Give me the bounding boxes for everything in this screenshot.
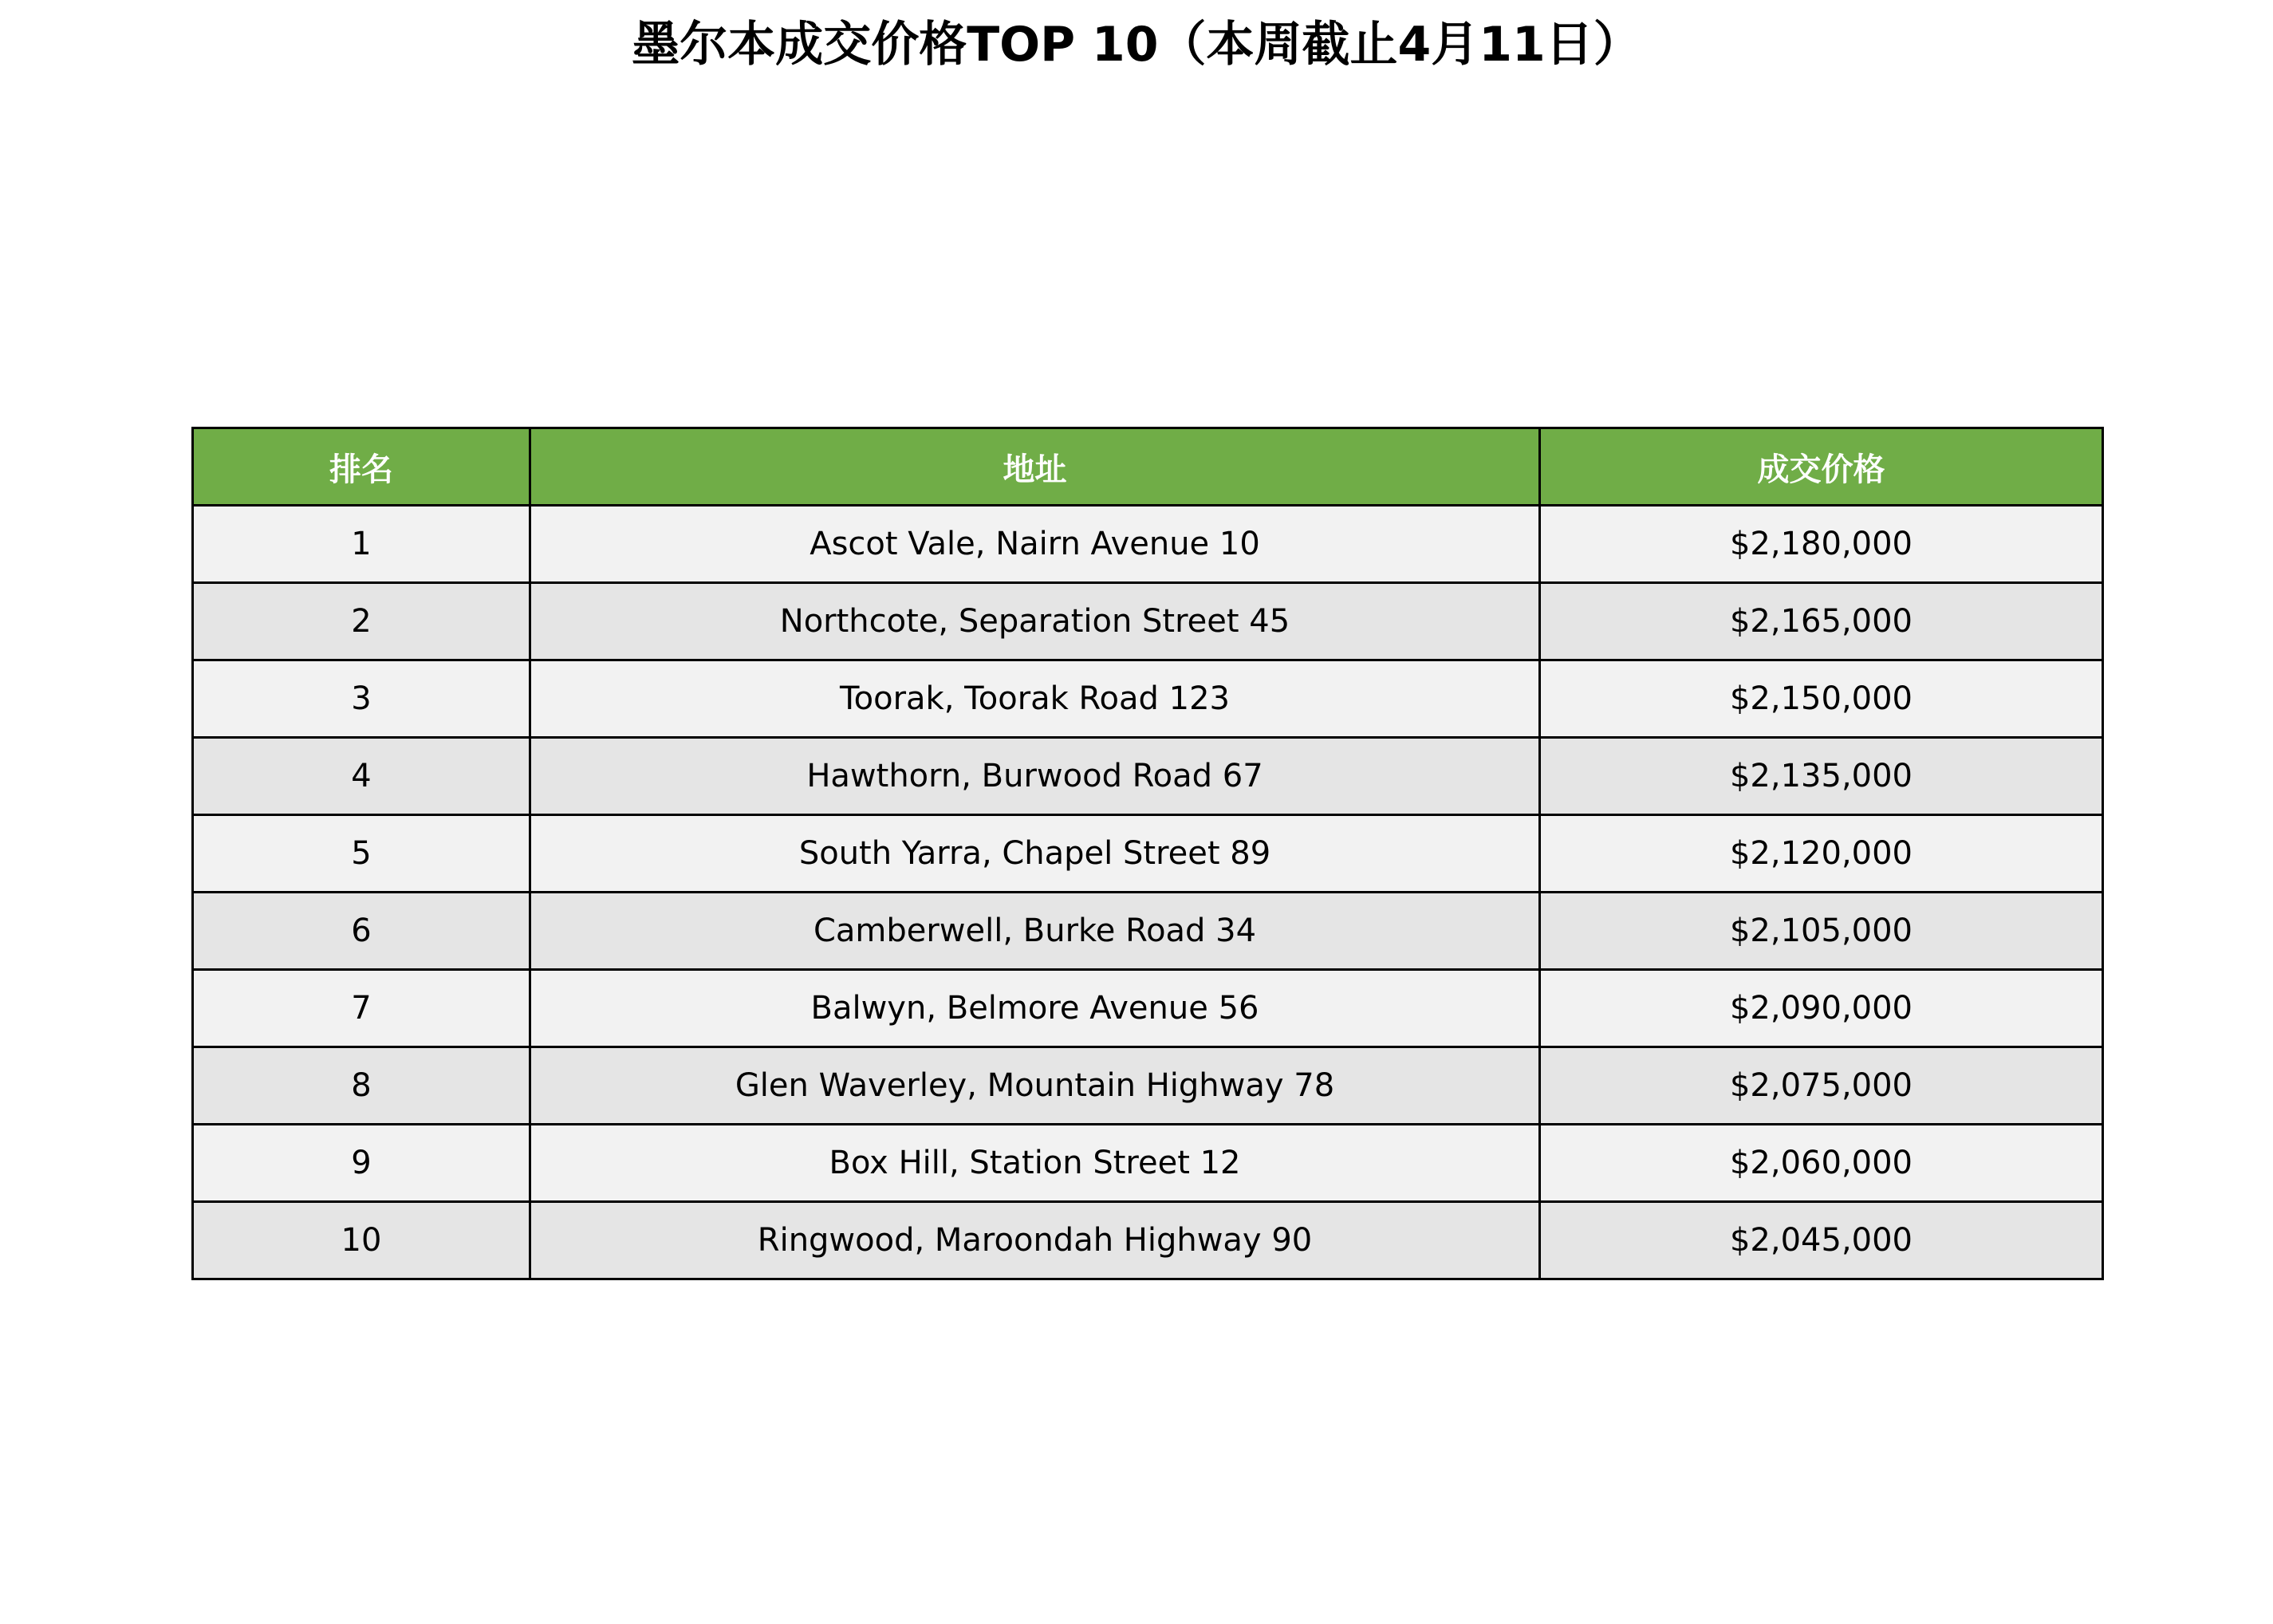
table-row bbox=[193, 893, 2103, 970]
column-header-price: 成交价格 bbox=[1540, 428, 2103, 506]
table-row bbox=[193, 738, 2103, 815]
price-cell: $2,180,000 bbox=[1540, 506, 2103, 583]
price-cell: $2,060,000 bbox=[1540, 1125, 2103, 1202]
rank-cell: 5 bbox=[193, 815, 530, 893]
rank-cell: 3 bbox=[193, 660, 530, 738]
price-cell: $2,120,000 bbox=[1540, 815, 2103, 893]
rank-cell: 6 bbox=[193, 893, 530, 970]
price-cell: $2,045,000 bbox=[1540, 1202, 2103, 1279]
price-cell: $2,135,000 bbox=[1540, 738, 2103, 815]
table-row bbox=[193, 970, 2103, 1047]
table-row bbox=[193, 583, 2103, 660]
rank-cell: 4 bbox=[193, 738, 530, 815]
price-cell: $2,105,000 bbox=[1540, 893, 2103, 970]
price-cell: $2,075,000 bbox=[1540, 1047, 2103, 1125]
address-cell: Glen Waverley, Mountain Highway 78 bbox=[530, 1047, 1540, 1125]
address-cell: Toorak, Toorak Road 123 bbox=[530, 660, 1540, 738]
table-row bbox=[193, 815, 2103, 893]
rank-cell: 8 bbox=[193, 1047, 530, 1125]
table-row bbox=[193, 1047, 2103, 1125]
table-body bbox=[193, 506, 2103, 1279]
address-cell: Balwyn, Belmore Avenue 56 bbox=[530, 970, 1540, 1047]
address-cell: Ringwood, Maroondah Highway 90 bbox=[530, 1202, 1540, 1279]
rank-cell: 7 bbox=[193, 970, 530, 1047]
sales-price-table bbox=[191, 427, 2104, 1280]
address-cell: Northcote, Separation Street 45 bbox=[530, 583, 1540, 660]
price-cell: $2,165,000 bbox=[1540, 583, 2103, 660]
rank-cell: 2 bbox=[193, 583, 530, 660]
address-cell: Hawthorn, Burwood Road 67 bbox=[530, 738, 1540, 815]
rank-cell: 1 bbox=[193, 506, 530, 583]
rank-cell: 10 bbox=[193, 1202, 530, 1279]
table-row bbox=[193, 660, 2103, 738]
price-cell: $2,090,000 bbox=[1540, 970, 2103, 1047]
table-header-row bbox=[193, 428, 2103, 506]
address-cell: Camberwell, Burke Road 34 bbox=[530, 893, 1540, 970]
table-row bbox=[193, 1202, 2103, 1279]
column-header-rank: 排名 bbox=[193, 428, 530, 506]
column-header-address: 地址 bbox=[530, 428, 1540, 506]
address-cell: Ascot Vale, Nairn Avenue 10 bbox=[530, 506, 1540, 583]
address-cell: South Yarra, Chapel Street 89 bbox=[530, 815, 1540, 893]
rank-cell: 9 bbox=[193, 1125, 530, 1202]
table-row bbox=[193, 1125, 2103, 1202]
address-cell: Box Hill, Station Street 12 bbox=[530, 1125, 1540, 1202]
page-title: 墨尔本成交价格TOP 10（本周截止4月11日） bbox=[632, 17, 1641, 73]
table-row bbox=[193, 506, 2103, 583]
price-cell: $2,150,000 bbox=[1540, 660, 2103, 738]
